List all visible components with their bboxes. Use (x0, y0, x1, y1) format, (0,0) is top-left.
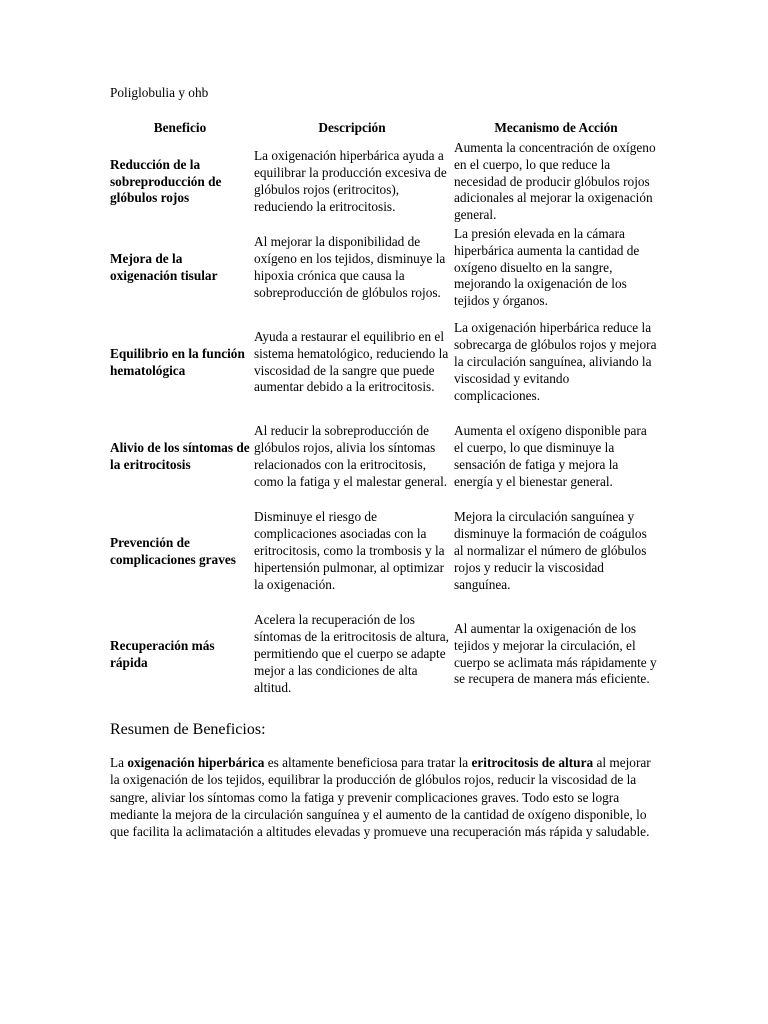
mechanism-cell: Al aumentar la oxigenación de los tejidos y mejorar la circulación, el cuerpo se aclimata más rápidamente y se recupera de manera más eficiente. (454, 620, 657, 687)
description-cell: Acelera la recuperación de los síntomas de la eritrocitosis de altura, permitiendo que el cuerpo se adapte mejor a las condiciones de alta altitud. (254, 612, 449, 695)
table-row (108, 414, 660, 500)
benefit-cell: Equilibrio en la función hematológica (110, 345, 245, 378)
summary-text: La (110, 755, 128, 770)
table-row (108, 139, 660, 225)
benefits-table (108, 120, 660, 706)
description-cell: Ayuda a restaurar el equilibrio en el sistema hematológico, reduciendo la viscosidad de la sangre que puede aumentar debido a la eritrocitosis. (254, 328, 449, 395)
mechanism-cell: La presión elevada en la cámara hiperbárica aumenta la cantidad de oxígeno disuelto en la sangre, mejorando la oxigenación de los tejidos y órganos. (454, 225, 640, 309)
description-cell: La oxigenación hiperbárica ayuda a equilibrar la producción excesiva de glóbulos rojos (eritrocitos), reduciendo la eritrocitosis. (254, 148, 447, 214)
summary-bold-term: eritrocitosis de altura (471, 755, 594, 770)
table-header-row (108, 120, 660, 139)
benefit-cell: Recuperación más rápida (110, 637, 215, 670)
description-cell: Al reducir la sobreproducción de glóbulos rojos, alivia los síntomas relacionados con la eritrocitosis, como la fatiga y el malestar general. (254, 423, 448, 489)
table-row (108, 225, 660, 311)
header-mecanismo: Mecanismo de Acción (494, 120, 618, 135)
summary-paragraph (110, 754, 658, 840)
mechanism-cell: Aumenta el oxígeno disponible para el cuerpo, lo que disminuye la sensación de fatiga y mejora la energía y el bienestar general. (454, 423, 647, 489)
mechanism-cell: Aumenta la concentración de oxígeno en el cuerpo, lo que reduce la necesidad de producir glóbulos rojos adicionales al mejorar la oxigenación general. (454, 139, 656, 223)
summary-text: es altamente beneficiosa para tratar la (264, 755, 472, 770)
mechanism-cell: Mejora la circulación sanguínea y disminuye la formación de coágulos al normalizar el número de glóbulos rojos y reducir la viscosidad sanguínea. (454, 509, 647, 592)
description-cell: Disminuye el riesgo de complicaciones asociadas con la eritrocitosis, como la trombosis y la hipertensión pulmonar, al optimizar la oxigenación. (254, 509, 445, 592)
benefit-cell: Alivio de los síntomas de la eritrocitosis (110, 440, 250, 472)
table-row (108, 500, 660, 603)
summary-bold-term: oxigenación hiperbárica (127, 755, 265, 770)
table-row (108, 311, 660, 414)
document-title: Poliglobulia y ohb (110, 85, 209, 100)
benefit-cell: Reducción de la sobreproducción de glóbulos rojos (110, 156, 222, 206)
header-beneficio: Beneficio (153, 120, 207, 135)
benefit-cell: Prevención de complicaciones graves (110, 534, 236, 567)
summary-heading: Resumen de Beneficios: (110, 721, 266, 738)
benefit-cell: Mejora de la oxigenación tisular (110, 251, 218, 283)
header-descripcion: Descripción (318, 120, 386, 135)
description-cell: Al mejorar la disponibilidad de oxígeno en los tejidos, disminuye la hipoxia crónica que causa la sobreproducción de glóbulos rojos. (254, 234, 446, 300)
summary-text: al mejorar la oxigenación de los tejidos, equilibrar la producción de glóbulos rojos, reducir la viscosidad de la sangre, aliviar los síntomas como la fatiga y prevenir complicaciones graves. Todo esto se logra mediante la mejora de la circulación sanguínea y el aumento de la cantidad de oxígeno disponible, lo que facilita la aclimatación a altitudes elevadas y promueve una recuperación más rápida y saludable. (110, 755, 651, 840)
table-row (108, 603, 660, 706)
mechanism-cell: La oxigenación hiperbárica reduce la sobrecarga de glóbulos rojos y mejora la circulación sanguínea, aliviando la viscosidad y evitando complicaciones. (454, 320, 657, 403)
